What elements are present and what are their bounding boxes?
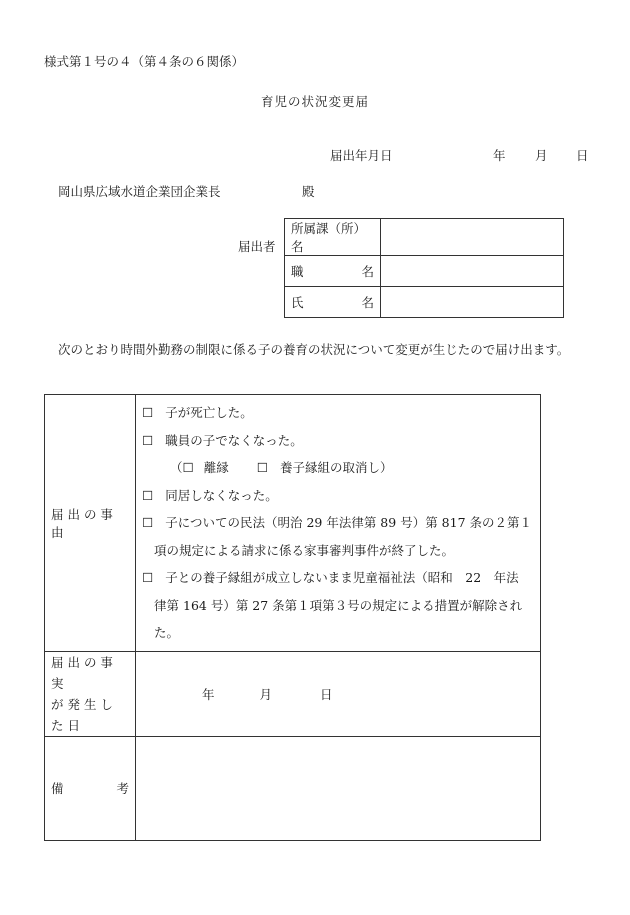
occurrence-date-field[interactable] [136,651,541,736]
checkbox-civil-code[interactable]: ☐ [142,515,154,530]
occurrence-year-unit: 年 [202,686,215,702]
reason-item-continued: 律第 164 号）第 27 条第１項第３号の規定による措置が解除され [154,597,523,613]
checkbox-child-welfare[interactable]: ☐ [142,570,154,585]
reason-header: 届 出 の 事 由 [45,395,136,652]
applicant-row-position [285,256,564,287]
form-number: 様式第１号の４（第４条の６関係） [44,54,245,69]
reason-row [45,395,541,652]
sub-option-adoption-cancel: 養子縁組の取消し） [279,460,393,475]
checkbox-divorce[interactable]: ☐ [182,460,194,475]
reason-item-label: 子との養子縁組が成立しないまま児童福祉法（昭和 22 年法 [165,570,519,585]
applicant-label: 届出者 [238,239,276,254]
report-table [44,394,541,841]
occurrence-day-unit: 日 [320,686,333,702]
reason-item-continued: 項の規定による請求に係る家事審判事件が終了した。 [154,542,455,558]
remarks-header [45,736,136,840]
remarks-label-char-2: 考 [116,781,130,796]
occurrence-header-line-2: が 発 生 し た 日 [51,696,113,733]
reason-item [142,399,532,427]
applicant-row-name [285,287,564,318]
applicant-table [284,218,564,318]
checkbox-no-cohabitation[interactable]: ☐ [142,487,154,503]
position-label-char-1: 職 [291,264,304,279]
reason-list [136,395,541,652]
honorific: 殿 [302,184,315,199]
position-label [285,256,381,287]
occurrence-row [45,651,541,736]
reason-item-label: 職員の子でなくなった。 [165,432,303,448]
occurrence-header [45,651,136,736]
reason-item [142,564,532,592]
checkbox-not-employee-child[interactable]: ☐ [142,432,154,448]
reason-item [142,427,532,455]
department-label: 所属課（所）名 [285,219,381,256]
remarks-label-char-1: 備 [51,781,64,796]
checkbox-adoption-cancel[interactable]: ☐ [256,460,268,475]
document-title: 育児の状況変更届 [260,94,369,109]
reason-item [142,482,532,510]
name-label-char-1: 氏 [291,295,304,310]
name-field[interactable] [381,287,564,318]
department-field[interactable] [381,219,564,256]
date-year-unit: 年 [493,148,506,163]
name-label-char-2: 名 [361,295,374,310]
date-day-unit: 日 [576,148,589,163]
reason-item-label: 同居しなくなった。 [165,487,278,503]
occurrence-header-line-1: 届 出 の 事 実 [51,654,113,691]
statement: 次のとおり時間外勤務の制限に係る子の養育の状況について変更が生じたので届け出ます。 [58,342,570,357]
sub-option-divorce: 離縁 [203,460,229,475]
remarks-field[interactable] [136,736,541,840]
name-label [285,287,381,318]
reason-item-label: 子が死亡した。 [165,405,253,420]
applicant-row-department [285,219,564,256]
addressee: 岡山県広域水道企業団企業長 [58,184,221,199]
position-field[interactable] [381,256,564,287]
remarks-row [45,736,541,840]
reason-item [142,509,532,537]
reason-item-continued: た。 [154,625,180,640]
date-month-unit: 月 [535,148,548,163]
submission-date-label: 届出年月日 [330,148,393,163]
position-label-char-2: 名 [361,264,374,279]
checkbox-child-died[interactable]: ☐ [142,405,154,420]
occurrence-month-unit: 月 [259,686,273,702]
reason-sub-options [142,454,532,482]
sub-open-paren: （ [170,460,183,475]
reason-item-label: 子についての民法（明治 29 年法律第 89 号）第 817 条の２第１ [165,515,532,530]
